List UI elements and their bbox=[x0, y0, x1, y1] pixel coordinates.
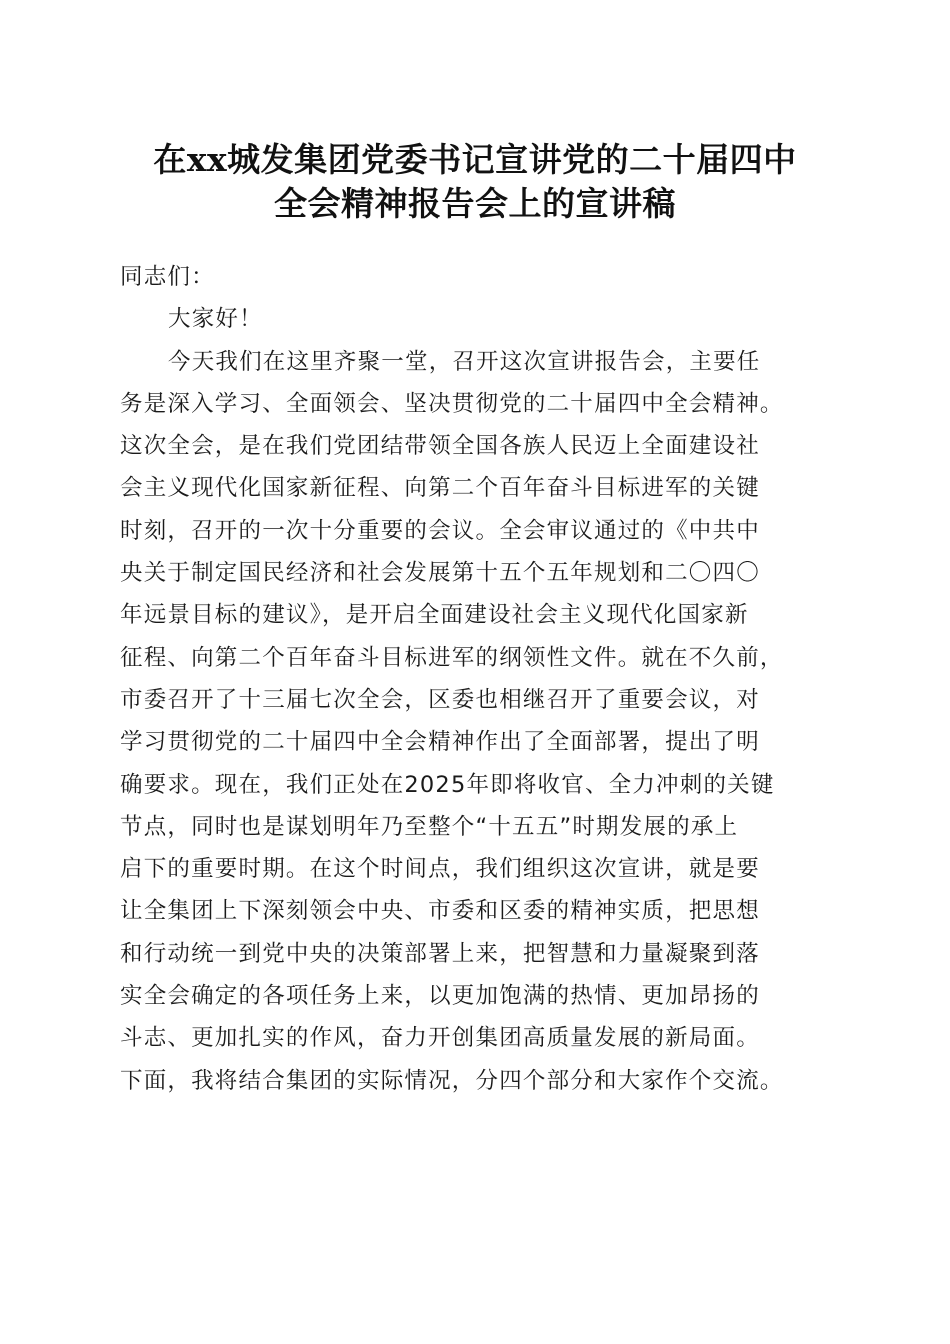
document-body bbox=[120, 256, 830, 1102]
greeting: 大家好！ bbox=[168, 306, 263, 333]
paragraph-line: 启下的重要时期。在这个时间点，我们组织这次宣讲，就是要 bbox=[120, 856, 760, 883]
paragraph-line: 年远景目标的建议》，是开启全面建设社会主义现代化国家新 bbox=[120, 602, 749, 629]
paragraph-line: 节点，同时也是谋划明年乃至整个“十五五”时期发展的承上 bbox=[120, 813, 739, 840]
paragraph-line: 征程、向第二个百年奋斗目标进军的纲领性文件。就在不久前， bbox=[120, 644, 784, 671]
salutation: 同志们： bbox=[120, 264, 215, 290]
paragraph-line: 确要求。现在，我们正处在2025年即将收官、全力冲刺的关键 bbox=[120, 771, 775, 798]
paragraph-line: 下面，我将结合集团的实际情况，分四个部分和大家作个交流。 bbox=[120, 1067, 784, 1094]
paragraph-line: 斗志、更加扎实的作风，奋力开创集团高质量发展的新局面。 bbox=[120, 1025, 760, 1052]
paragraph-line: 让全集团上下深刻领会中央、市委和区委的精神实质，把思想 bbox=[120, 898, 760, 925]
title-line-1: 在xx城发集团党委书记宣讲党的二十届四中 bbox=[153, 140, 797, 179]
paragraph-line: 实全会确定的各项任务上来，以更加饱满的热情、更加昂扬的 bbox=[120, 983, 760, 1010]
paragraph-line: 和行动统一到党中央的决策部署上来，把智慧和力量凝聚到落 bbox=[120, 940, 760, 967]
title-line-2: 全会精神报告会上的宣讲稿 bbox=[274, 184, 676, 223]
document-title bbox=[100, 138, 850, 226]
paragraph-line: 学习贯彻党的二十届四中全会精神作出了全面部署，提出了明 bbox=[120, 729, 760, 756]
paragraph-line: 时刻，召开的一次十分重要的会议。全会审议通过的《中共中 bbox=[120, 517, 760, 544]
paragraph-line: 这次全会，是在我们党团结带领全国各族人民迈上全面建设社 bbox=[120, 433, 760, 460]
paragraph-line: 务是深入学习、全面领会、坚决贯彻党的二十届四中全会精神。 bbox=[120, 390, 784, 417]
paragraph-line: 央关于制定国民经济和社会发展第十五个五年规划和二〇四〇 bbox=[120, 560, 760, 587]
paragraph-line: 今天我们在这里齐聚一堂，召开这次宣讲报告会，主要任 bbox=[168, 348, 761, 375]
paragraph-line: 市委召开了十三届七次全会，区委也相继召开了重要会议，对 bbox=[120, 686, 760, 713]
paragraph-line: 会主义现代化国家新征程、向第二个百年奋斗目标进军的关键 bbox=[120, 475, 760, 502]
